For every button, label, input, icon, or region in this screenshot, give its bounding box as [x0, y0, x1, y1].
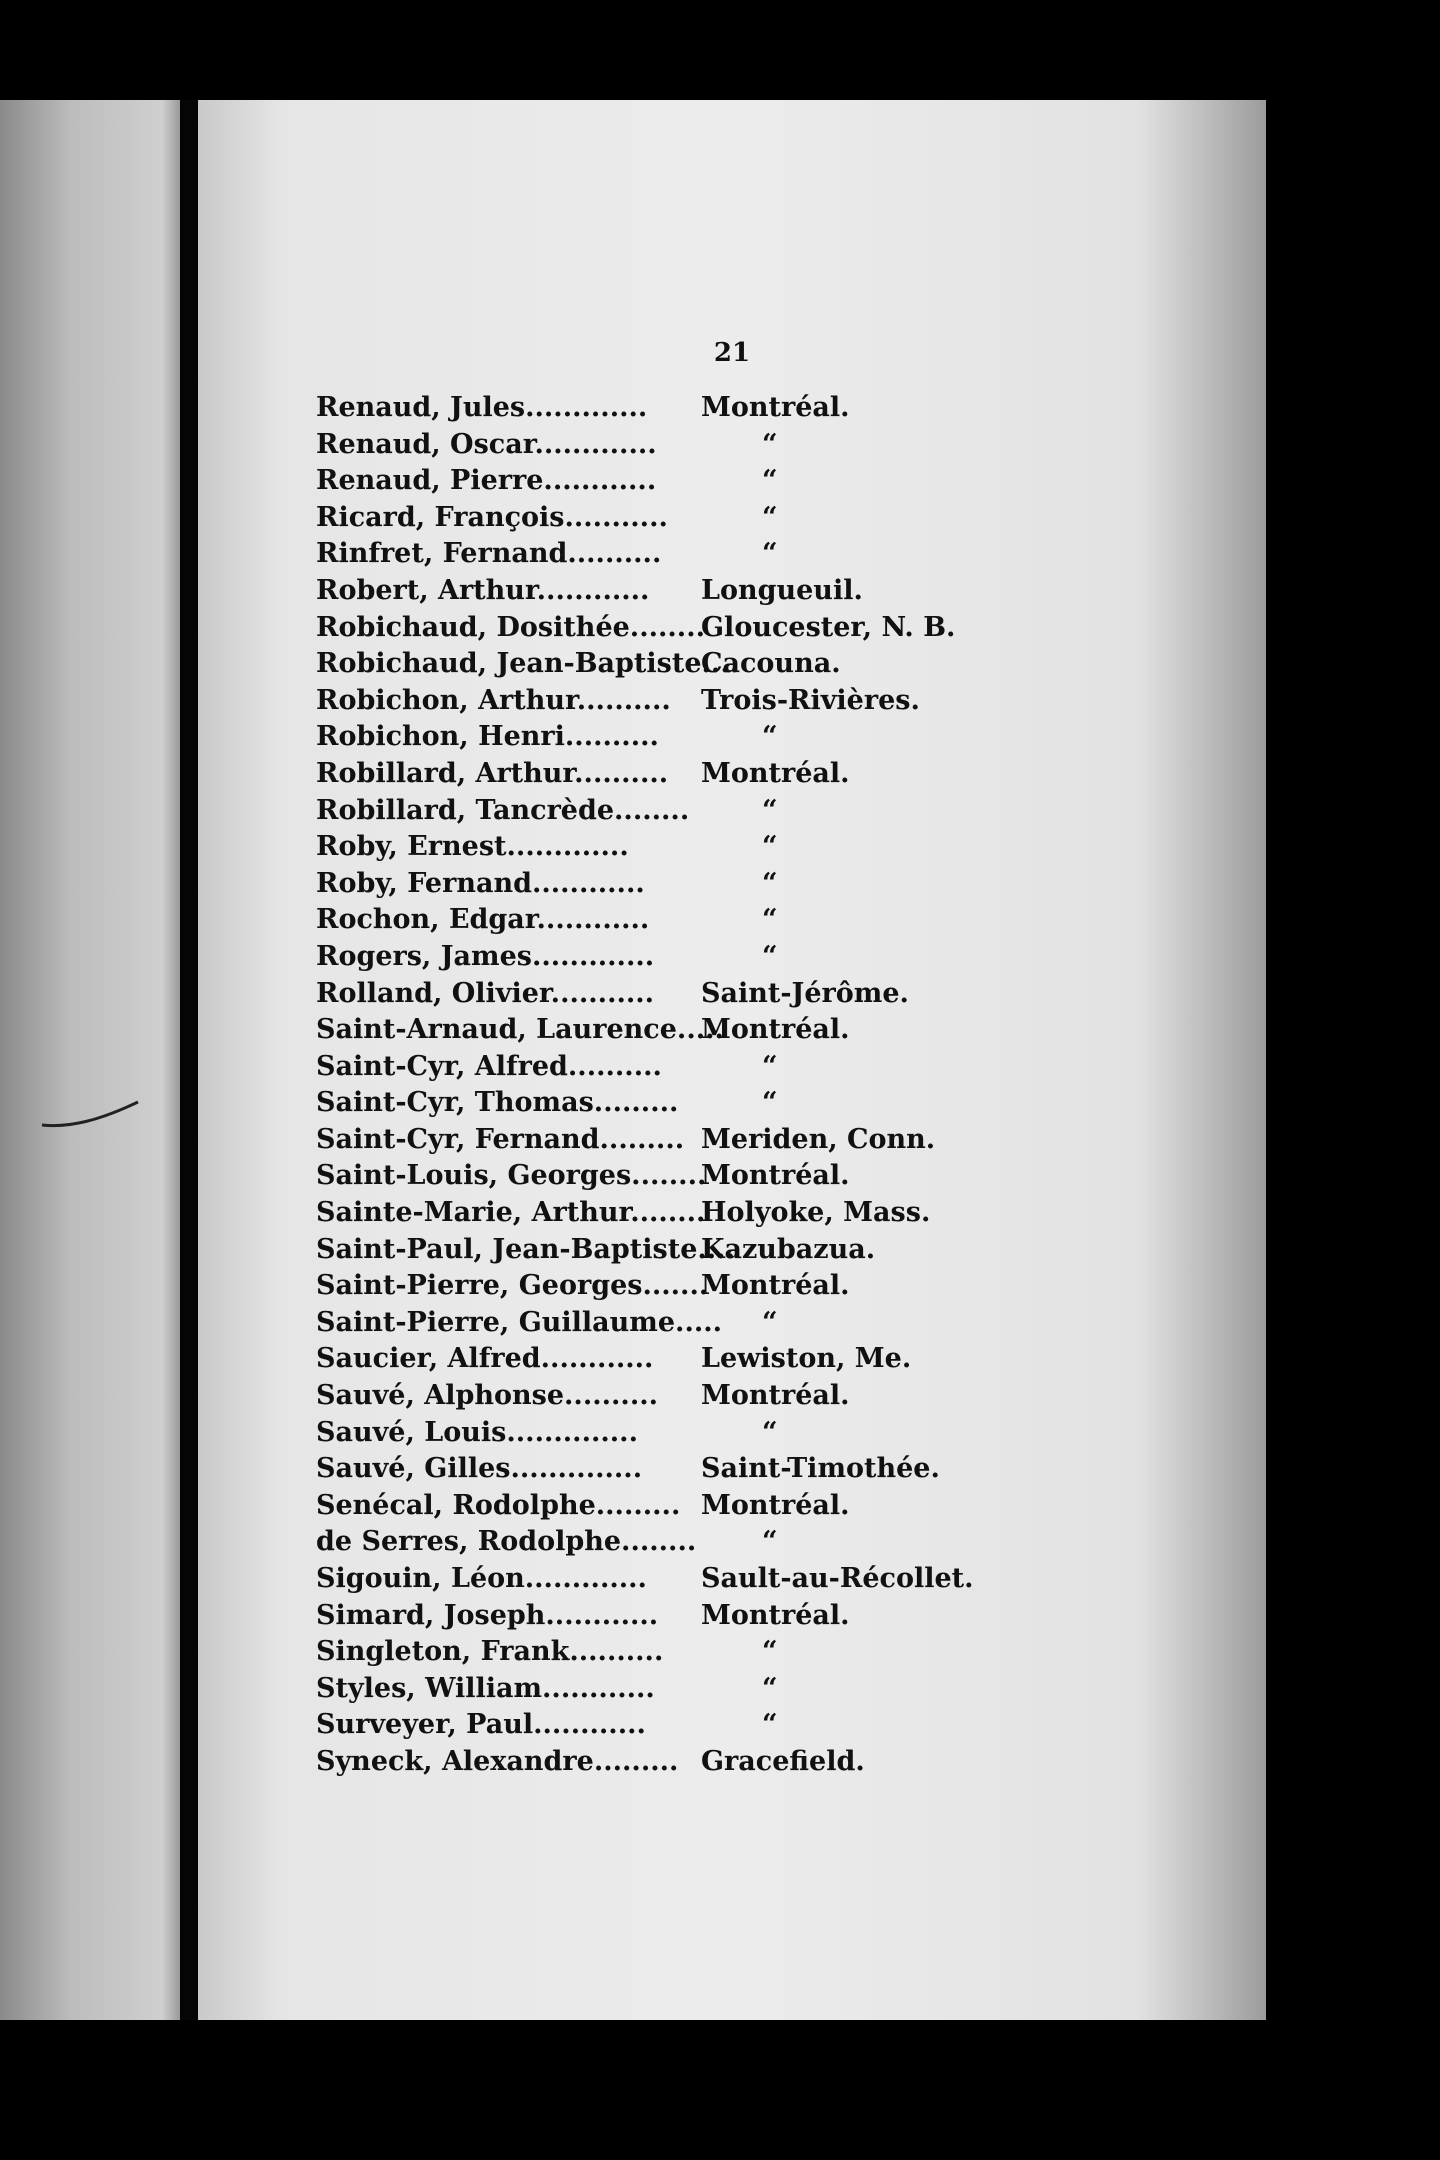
entry-name: Robichaud, Dosithée........: [316, 611, 705, 643]
list-item: [316, 829, 1216, 866]
entry-place: Montréal.: [701, 1160, 850, 1192]
entry-name: Sigouin, Léon.............: [316, 1563, 647, 1594]
page-number: 21: [713, 338, 751, 368]
entry-place: “: [762, 1416, 778, 1448]
entry-place: Saint-Timothée.: [701, 1453, 940, 1485]
list-item: [316, 427, 1216, 464]
entry-place: Montréal.: [701, 1270, 850, 1302]
entry-name: Renaud, Oscar.............: [316, 428, 657, 460]
left-page-edge: [0, 100, 180, 2020]
entry-place: Montréal.: [701, 1489, 850, 1521]
entry-place: “: [762, 538, 778, 570]
list-item: [316, 1634, 1216, 1671]
list-item: [316, 939, 1216, 976]
list-item: [316, 1524, 1216, 1561]
entry-name: Saint-Arnaud, Laurence.....: [316, 1014, 724, 1046]
entry-name: Robillard, Tancrède........: [316, 794, 690, 826]
entry-name: Saint-Louis, Georges........: [316, 1160, 707, 1192]
list-item: [316, 866, 1216, 903]
entry-name: Singleton, Frank..........: [316, 1636, 664, 1668]
list-item: [316, 1415, 1216, 1452]
entry-name: Sauvé, Louis..............: [316, 1416, 638, 1448]
list-item: [316, 646, 1216, 683]
pen-mark-icon: [40, 1100, 140, 1140]
list-item: [316, 976, 1216, 1013]
entry-place: Montréal.: [701, 1599, 850, 1631]
list-item: [316, 793, 1216, 830]
list-item: [316, 1085, 1216, 1122]
entry-name: Saint-Cyr, Thomas.........: [316, 1087, 679, 1119]
list-item: [316, 1561, 1216, 1598]
entry-name: Robichon, Henri..........: [316, 721, 659, 753]
list-item: [316, 719, 1216, 756]
list-item: [316, 1451, 1216, 1488]
list-item: [316, 1268, 1216, 1305]
entry-place: “: [762, 1306, 778, 1338]
list-item: [316, 1341, 1216, 1378]
list-item: [316, 1232, 1216, 1269]
entry-name: Senécal, Rodolphe.........: [316, 1489, 681, 1521]
entry-name: Ricard, François...........: [316, 501, 668, 533]
document-page: [198, 100, 1266, 2020]
entry-name: Rolland, Olivier...........: [316, 977, 655, 1009]
entry-place: Saint-Jérôme.: [701, 977, 909, 1009]
list-item: [316, 610, 1216, 647]
entry-place: Montréal.: [701, 757, 850, 789]
entry-name: Robichon, Arthur..........: [316, 684, 671, 716]
entry-name: de Serres, Rodolphe........: [316, 1526, 697, 1558]
entry-place: “: [762, 428, 778, 460]
entry-place: “: [762, 1636, 778, 1668]
list-item: [316, 1488, 1216, 1525]
list-item: [316, 1671, 1216, 1708]
list-item: [316, 1305, 1216, 1342]
entry-name: Saint-Paul, Jean-Baptiste....: [316, 1233, 735, 1265]
list-item: [316, 1598, 1216, 1635]
entry-name: Robichaud, Jean-Baptiste....: [316, 648, 740, 680]
list-item: [316, 500, 1216, 537]
entry-place: “: [762, 721, 778, 753]
entry-place: Sault-au-Récollet.: [701, 1563, 974, 1594]
entry-name: Robert, Arthur............: [316, 574, 650, 606]
entry-place: “: [762, 1050, 778, 1082]
entry-name: Roby, Ernest.............: [316, 831, 629, 863]
book-gutter: [180, 100, 198, 2020]
list-item: [316, 536, 1216, 573]
entry-place: “: [762, 501, 778, 533]
entry-place: “: [762, 831, 778, 863]
entry-name: Renaud, Jules.............: [316, 392, 648, 423]
entry-place: Kazubazua.: [701, 1233, 876, 1265]
name-list: [316, 390, 1216, 1781]
list-item: [316, 1122, 1216, 1159]
entry-name: Roby, Fernand............: [316, 867, 645, 899]
list-item: [316, 902, 1216, 939]
entry-place: Lewiston, Me.: [701, 1343, 912, 1375]
entry-name: Styles, William............: [316, 1672, 655, 1704]
list-item: [316, 463, 1216, 500]
entry-place: Montréal.: [701, 392, 850, 423]
list-item: [316, 756, 1216, 793]
entry-name: Saint-Pierre, Georges.......: [316, 1270, 709, 1302]
entry-name: Saint-Cyr, Fernand.........: [316, 1123, 685, 1155]
entry-place: Holyoke, Mass.: [701, 1197, 931, 1229]
entry-name: Surveyer, Paul............: [316, 1709, 646, 1741]
entry-place: Gloucester, N. B.: [701, 611, 956, 643]
entry-place: “: [762, 867, 778, 899]
list-item: [316, 1158, 1216, 1195]
list-item: [316, 573, 1216, 610]
entry-name: Rogers, James.............: [316, 940, 655, 972]
entry-name: Rochon, Edgar............: [316, 904, 650, 936]
entry-place: “: [762, 1709, 778, 1741]
entry-name: Rinfret, Fernand..........: [316, 538, 662, 570]
entry-place: “: [762, 940, 778, 972]
entry-place: “: [762, 1526, 778, 1558]
entry-place: Meriden, Conn.: [701, 1123, 936, 1155]
entry-name: Saint-Cyr, Alfred..........: [316, 1050, 662, 1082]
entry-name: Saint-Pierre, Guillaume.....: [316, 1306, 723, 1338]
entry-place: Montréal.: [701, 1014, 850, 1046]
entry-place: “: [762, 465, 778, 497]
list-item: [316, 1012, 1216, 1049]
entry-name: Robillard, Arthur..........: [316, 757, 669, 789]
entry-name: Sainte-Marie, Arthur........: [316, 1197, 706, 1229]
entry-place: Longueuil.: [701, 574, 863, 606]
entry-place: Montréal.: [701, 1380, 850, 1412]
entry-name: Sauvé, Gilles..............: [316, 1453, 643, 1485]
entry-place: Cacouna.: [701, 648, 841, 680]
entry-place: “: [762, 904, 778, 936]
entry-name: Simard, Joseph............: [316, 1599, 659, 1631]
entry-name: Syneck, Alexandre.........: [316, 1745, 679, 1777]
list-item: [316, 390, 1216, 427]
entry-name: Saucier, Alfred............: [316, 1343, 654, 1375]
entry-name: Renaud, Pierre............: [316, 465, 657, 497]
entry-place: “: [762, 794, 778, 826]
list-item: [316, 683, 1216, 720]
entry-place: Gracefield.: [701, 1745, 865, 1777]
list-item: [316, 1195, 1216, 1232]
list-item: [316, 1049, 1216, 1086]
list-item: [316, 1378, 1216, 1415]
entry-name: Sauvé, Alphonse..........: [316, 1380, 659, 1412]
list-item: [316, 1707, 1216, 1744]
entry-place: “: [762, 1672, 778, 1704]
list-item: [316, 1744, 1216, 1781]
entry-place: “: [762, 1087, 778, 1119]
entry-place: Trois-Rivières.: [701, 684, 920, 716]
